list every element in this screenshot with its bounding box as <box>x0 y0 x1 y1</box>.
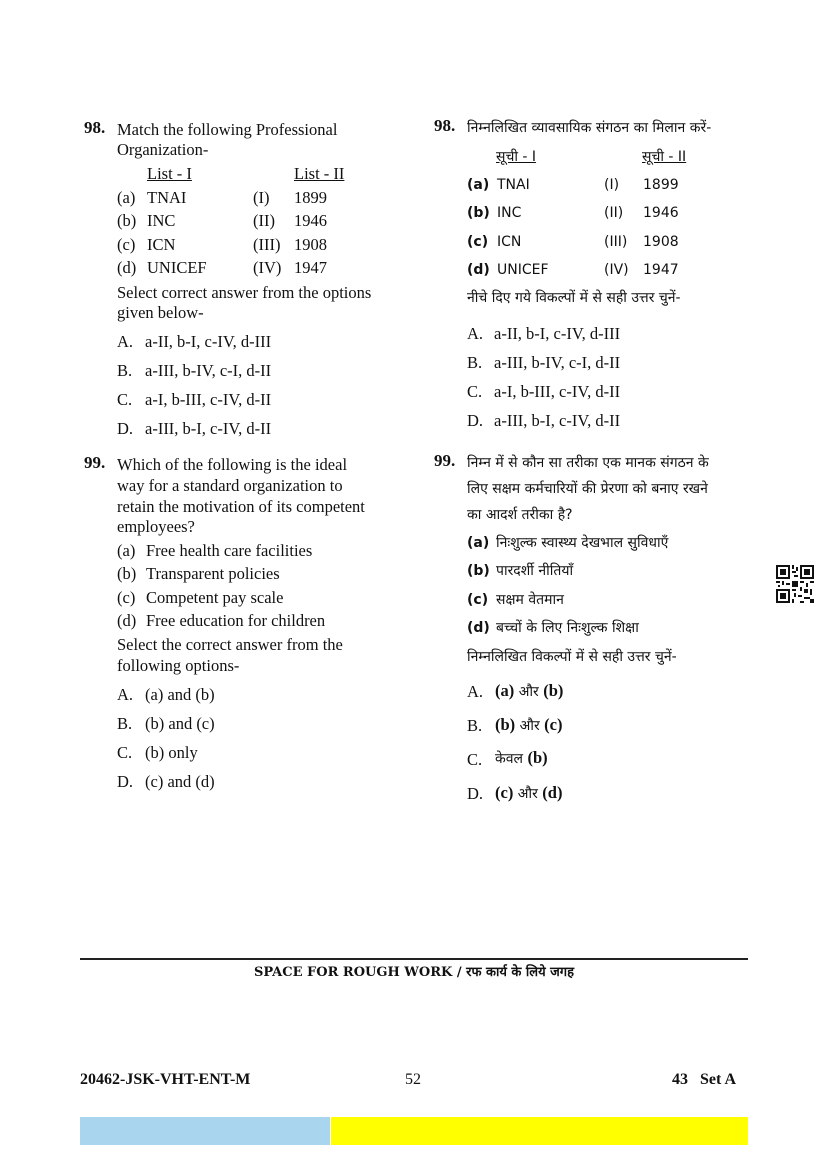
item-text: Competent pay scale <box>146 588 284 607</box>
q99-hi-instruction: निम्नलिखित विकल्पों में से सही उत्तर चुनें- <box>467 649 677 665</box>
item-key: (a) <box>117 541 136 560</box>
q98-en-number: 98. <box>84 118 106 137</box>
q98-en-row-num: (III) <box>253 235 281 254</box>
option-c-text[interactable]: (b) only <box>145 743 198 762</box>
q98-hi-row-org: TNAI <box>497 177 530 193</box>
q98-hi-stem: निम्नलिखित व्यावसायिक संगठन का मिलान करें- <box>467 120 712 136</box>
option-a-text[interactable]: a-II, b-I, c-IV, d-III <box>494 324 621 343</box>
q98-hi-row-org: INC <box>497 205 522 221</box>
option-part: (d) <box>542 783 563 802</box>
q99-en-instruction-2: following options- <box>117 656 240 675</box>
footer-color-bar-blue <box>80 1117 330 1145</box>
q98-en-row-year: 1946 <box>294 211 327 230</box>
option-b-text[interactable]: a-III, b-IV, c-I, d-II <box>145 361 272 380</box>
option-letter: C. <box>467 750 483 769</box>
option-letter: B. <box>117 361 133 380</box>
q98-en-instruction-2: given below- <box>117 303 204 322</box>
q99-en-instruction-1: Select the correct answer from the <box>117 635 343 654</box>
option-c-text[interactable]: a-I, b-III, c-IV, d-II <box>494 382 621 401</box>
q98-en-row-key: (a) <box>117 188 136 207</box>
q99-en-number: 99. <box>84 453 106 472</box>
option-part: (c) <box>544 715 563 734</box>
q98-hi-row-org: UNICEF <box>497 262 549 278</box>
item-key: (d) <box>467 620 490 636</box>
item-key: (a) <box>467 535 490 551</box>
option-part: (b) <box>495 715 516 734</box>
option-c-text[interactable]: a-I, b-III, c-IV, d-II <box>145 390 272 409</box>
item-key: (c) <box>467 592 489 608</box>
q98-hi-row-num: (II) <box>604 205 624 221</box>
q98-en-instruction-1: Select correct answer from the options <box>117 283 372 302</box>
q99-hi-number: 99. <box>434 451 456 470</box>
q98-hi-row-key: (c) <box>467 234 489 250</box>
item-text: निःशुल्क स्वास्थ्य देखभाल सुविधाएँ <box>496 535 669 551</box>
item-key: (d) <box>117 611 137 630</box>
q99-hi-stem-line: लिए सक्षम कर्मचारियों की प्रेरणा को बनाए रखने <box>467 481 708 497</box>
q98-hi-row-org: ICN <box>497 234 522 250</box>
item-text: पारदर्शी नीतियाँ <box>496 563 574 579</box>
q99-en-stem-line: way for a standard organization to <box>117 476 343 495</box>
option-letter: D. <box>117 772 134 791</box>
option-d-text[interactable]: a-III, b-I, c-IV, d-II <box>494 411 621 430</box>
q98-hi-row-year: 1899 <box>643 177 679 193</box>
q98-en-stem-1: Match the following Professional <box>117 120 338 139</box>
option-d-text[interactable] <box>495 783 562 803</box>
q99-en-stem-line: employees? <box>117 517 195 536</box>
q98-en-row-num: (IV) <box>253 258 282 277</box>
rough-work-label: SPACE FOR ROUGH WORK / रफ कार्य के लिये जगह <box>253 965 575 980</box>
option-a-text[interactable]: a-II, b-I, c-IV, d-III <box>145 332 272 351</box>
option-letter: A. <box>117 685 134 704</box>
option-letter: D. <box>467 411 484 430</box>
page-number: 52 <box>405 1071 421 1088</box>
footer-color-bar-yellow <box>331 1117 748 1145</box>
item-text: Transparent policies <box>146 564 280 583</box>
option-c-text[interactable] <box>495 748 548 768</box>
q98-en-list2-head: List - II <box>294 164 345 183</box>
q98-en-stem-2: Organization- <box>117 140 209 159</box>
option-part: (c) <box>495 783 514 802</box>
item-key: (b) <box>467 563 490 579</box>
q98-en-row-year: 1908 <box>294 235 327 254</box>
q98-en-row-year: 1947 <box>294 258 327 277</box>
item-text: Free health care facilities <box>146 541 313 560</box>
q98-en-row-org: ICN <box>147 235 176 254</box>
q98-en-row-org: INC <box>147 211 176 230</box>
q99-hi-stem-line: का आदर्श तरीका है? <box>467 507 573 523</box>
q98-hi-row-key: (b) <box>467 205 490 221</box>
q99-en-stem-line: Which of the following is the ideal <box>117 455 348 474</box>
q98-hi-row-num: (I) <box>604 177 620 193</box>
option-part: (b) <box>543 681 564 700</box>
q99-hi-stem-line: निम्न में से कौन सा तरीका एक मानक संगठन के <box>467 455 709 471</box>
option-part: और <box>513 786 543 802</box>
q98-hi-list1-head: सूची - I <box>496 149 537 165</box>
qr-code-icon <box>776 565 814 603</box>
option-letter: C. <box>467 382 483 401</box>
option-part: केवल <box>495 751 528 767</box>
set-label: 43 Set A <box>672 1071 736 1088</box>
paper-code: 20462-JSK-VHT-ENT-M <box>80 1071 251 1088</box>
q98-hi-row-year: 1947 <box>643 262 679 278</box>
item-text: सक्षम वेतमान <box>496 592 564 608</box>
q98-en-row-year: 1899 <box>294 188 327 207</box>
q98-hi-row-year: 1946 <box>643 205 679 221</box>
q98-hi-row-key: (d) <box>467 262 490 278</box>
item-key: (b) <box>117 564 137 583</box>
q98-hi-row-num: (IV) <box>604 262 629 278</box>
option-part: (b) <box>527 748 548 767</box>
option-letter: B. <box>467 353 483 372</box>
option-letter: D. <box>467 784 484 803</box>
rough-work-divider <box>80 958 748 960</box>
option-d-text[interactable]: a-III, b-I, c-IV, d-II <box>145 419 272 438</box>
option-letter: C. <box>117 390 133 409</box>
q98-en-row-key: (c) <box>117 235 136 254</box>
q98-hi-number: 98. <box>434 116 456 135</box>
option-part: (a) <box>495 681 515 700</box>
q98-en-row-num: (I) <box>253 188 270 207</box>
option-letter: B. <box>467 716 483 735</box>
option-letter: B. <box>117 714 133 733</box>
q98-en-row-key: (d) <box>117 258 137 277</box>
q98-en-row-org: TNAI <box>147 188 187 207</box>
q98-hi-instruction: नीचे दिए गये विकल्पों में से सही उत्तर चुनें- <box>467 290 681 306</box>
option-part: और <box>515 718 545 734</box>
q98-hi-list2-head: सूची - II <box>642 149 687 165</box>
q98-hi-row-year: 1908 <box>643 234 679 250</box>
option-letter: A. <box>117 332 134 351</box>
option-part: और <box>514 684 544 700</box>
option-a-text[interactable] <box>495 681 563 701</box>
q98-en-row-key: (b) <box>117 211 137 230</box>
q98-hi-row-num: (III) <box>604 234 628 250</box>
option-letter: A. <box>467 324 484 343</box>
option-a-text[interactable]: (a) and (b) <box>145 685 215 704</box>
option-letter: D. <box>117 419 134 438</box>
item-text: बच्चों के लिए निःशुल्क शिक्षा <box>496 620 639 636</box>
option-letter: A. <box>467 682 484 701</box>
q98-hi-row-key: (a) <box>467 177 490 193</box>
option-b-text[interactable]: a-III, b-IV, c-I, d-II <box>494 353 621 372</box>
q98-en-list1-head: List - I <box>147 164 192 183</box>
q99-en-stem-line: retain the motivation of its competent <box>117 497 365 516</box>
q98-en-row-org: UNICEF <box>147 258 207 277</box>
option-b-text[interactable] <box>495 715 562 735</box>
q98-en-row-num: (II) <box>253 211 275 230</box>
option-letter: C. <box>117 743 133 762</box>
option-b-text[interactable]: (b) and (c) <box>145 714 215 733</box>
option-d-text[interactable]: (c) and (d) <box>145 772 215 791</box>
item-text: Free education for children <box>146 611 326 630</box>
item-key: (c) <box>117 588 136 607</box>
